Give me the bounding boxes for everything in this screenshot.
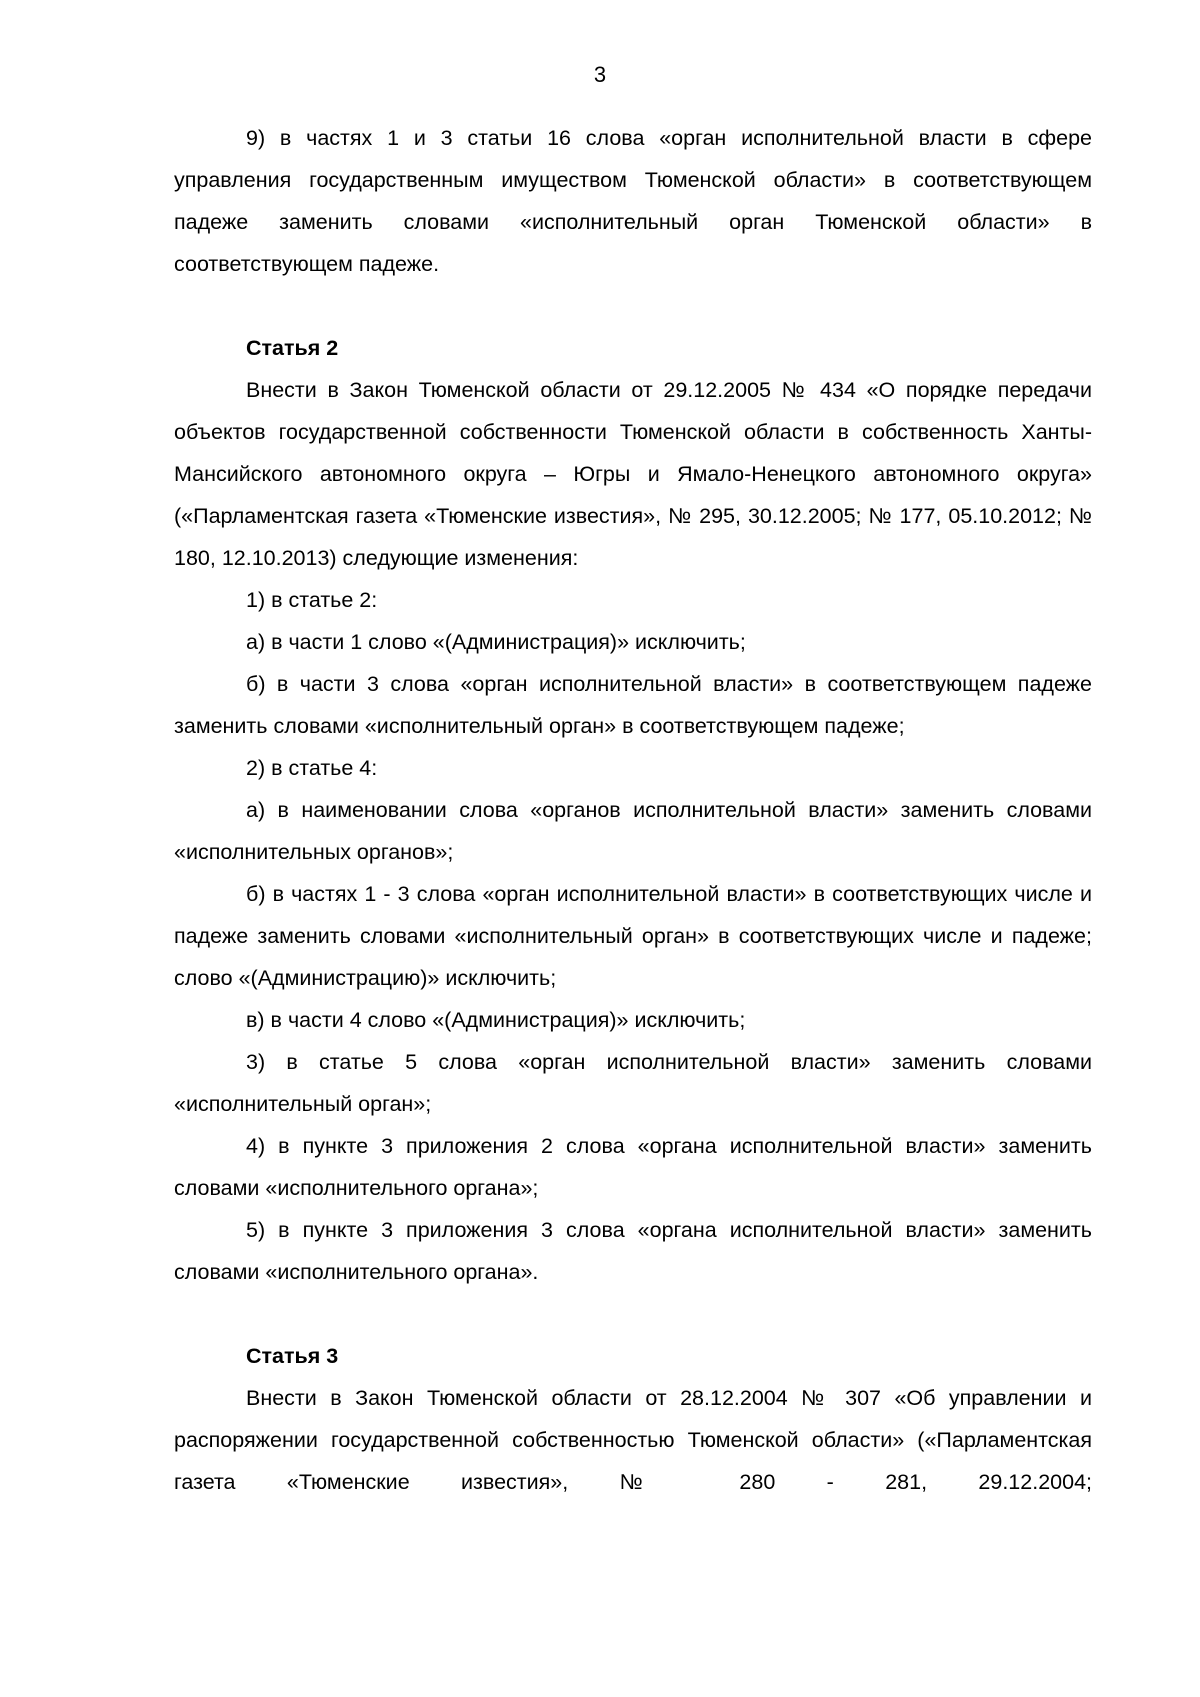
article-2-item-2: 2) в статье 4:	[246, 756, 378, 780]
article-2-item-2v: в) в части 4 слово «(Администрация)» исключить;	[246, 1008, 746, 1032]
article-2-item-5: 5) в пункте 3 приложения 3 слова «органа исполнительной власти» заменить словами «исполнительного органа».	[174, 1218, 1092, 1284]
article-3-intro: Внести в Закон Тюменской области от 28.12.2004 № 307 «Об управлении и распоряжении государственной собственностью Тюменской области» («Парламентская газета «Тюменские известия», № 280 - 281, 29.12.2004;	[174, 1386, 1092, 1494]
paragraph-item-9: 9) в частях 1 и 3 статьи 16 слова «орган исполнительной власти в сфере управления государственным имуществом Тюменской области» в соответствующем падеже заменить словами «исполнительный орган Тюменской области» в соответствующем падеже.	[174, 126, 1092, 276]
page-number: 3	[593, 62, 607, 87]
article-2-item-4: 4) в пункте 3 приложения 2 слова «органа исполнительной власти» заменить словами «исполнительного органа»;	[174, 1134, 1092, 1200]
article-2-item-1a: а) в части 1 слово «(Администрация)» исключить;	[246, 630, 746, 654]
article-3-heading: Статья 3	[246, 1344, 339, 1368]
document-body	[174, 117, 1092, 1503]
article-2-item-2a: а) в наименовании слова «органов исполнительной власти» заменить словами «исполнительных органов»;	[174, 798, 1092, 864]
article-2-item-3: 3) в статье 5 слова «орган исполнительной власти» заменить словами «исполнительный орган»;	[174, 1050, 1092, 1116]
article-2-intro: Внести в Закон Тюменской области от 29.12.2005 № 434 «О порядке передачи объектов государственной собственности Тюменской области в собственность Ханты-Мансийского автономного округа – Югры и Ямало-Ненецкого автономного округа» («Парламентская газета «Тюменские известия», № 295, 30.12.2005; № 177, 05.10.2012; № 180, 12.10.2013) следующие изменения:	[174, 378, 1092, 570]
article-2-item-1b: б) в части 3 слова «орган исполнительной власти» в соответствующем падеже заменить словами «исполнительный орган» в соответствующем падеже;	[174, 672, 1092, 738]
article-2-item-1: 1) в статье 2:	[246, 588, 378, 612]
article-2-heading: Статья 2	[246, 336, 339, 360]
article-2-item-2b: б) в частях 1 - 3 слова «орган исполнительной власти» в соответствующих числе и падеже заменить словами «исполнительный орган» в соответствующих числе и падеже; слово «(Администрацию)» исключить;	[174, 882, 1092, 990]
